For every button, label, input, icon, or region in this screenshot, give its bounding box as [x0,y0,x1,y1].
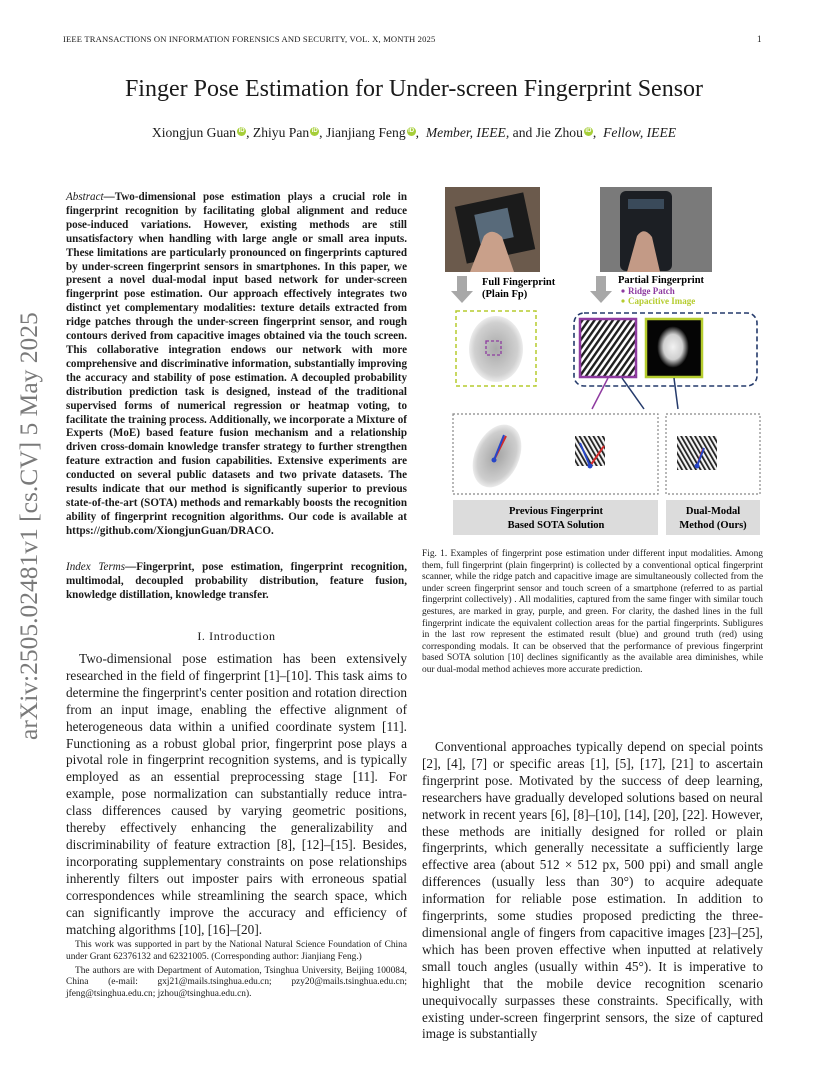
dual-modal-label: Dual-Modal [685,506,741,517]
body-paragraph [422,739,763,1043]
connector-line [592,378,608,409]
orcid-icon[interactable]: iD [408,128,415,134]
bullet-icon [621,289,624,292]
down-arrow-icon [590,276,612,303]
paper-title: Finger Pose Estimation for Under-screen Fingerprint Sensor [124,76,704,102]
author-membership: Fellow, IEEE [603,125,677,140]
running-head: IEEE TRANSACTIONS ON INFORMATION FORENSICS AND SECURITY, VOL. X, MONTH 2025 [63,34,436,44]
paragraph: Conventional approaches typically depend on special points [2], [4], [7] or specific areas [1], [5], [17], [21] to ascertain fingerprint pose. Motivated by the success of deep learning, researchers have gradually developed solutions based on neural network in recent years [6], [8]–[10], [14], [20], [22]. However, these methods are initially designed for rolled or plain fingerprints, which generally necessitate a sufficiently large effective area (about 512 × 512 px, 500 ppi) and small angle differences (usually less than 30°) to acquire adequate information for reliable pose estimation. In addition to fingerprints, some studies proposed predicting the three-dimensional angle of fingers from capacitive images [23]–[25], which has been proven effective when inputted at relatively small touch angles (usually within 45°). It is imperative to highlight that the mobile device recognition scenario unequivocally surpasses these constraints. Specifically, with existing under-screen fingerprint sensors, the size of captured image is substantially [422,739,763,1042]
orcid-icon[interactable]: iD [238,128,245,134]
full-fingerprint-image [469,316,523,382]
partial-fingerprint-label: Partial Fingerprint [618,275,705,286]
abstract-label: Abstract [66,191,104,203]
affiliation-note: The authors are with Department of Automation, Tsinghua University, Beijing 100084, China (e-mail: gxj21@mails.tsinghua.edu.cn; pzy20@mails.tsinghua.edu.cn; jfeng@tsinghua.edu.cn; jzhou@tsinghua.edu.cn). [66,965,407,1000]
bullet-icon [621,299,624,302]
index-terms-label: Index Terms [66,561,126,573]
connector-line [674,378,678,409]
connector-line [622,378,644,409]
previous-sota-label: Based SOTA Solution [507,520,605,531]
arxiv-watermark: arXiv:2505.02481v1 [cs.CV] 5 May 2025 [14,312,43,740]
intro-paragraph [66,651,407,938]
author-name: Jianjiang Feng [325,125,406,140]
capacitive-image-label: Capacitive Image [628,296,696,306]
previous-sota-label: Previous Fingerprint [508,506,604,517]
index-terms-text: —Fingerprint, pose estimation, fingerprint recognition, multimodal, decoupled probability distribution, feature fusion, knowledge distillation, knowledge transfer. [66,561,407,601]
dual-modal-label: Method (Ours) [679,520,747,531]
author-line: Xiongjun Guan iD , Zhiyu Pan iD , Jianjiang Feng iD , Member, IEEE, and Jie Zhou iD , Fellow, IEEE [151,125,677,140]
down-arrow-icon [451,276,473,303]
orcid-icon[interactable]: iD [585,128,592,134]
abstract [66,191,407,539]
figure-caption: Fig. 1. Examples of fingerprint pose estimation under different input modalities. Among them, full fingerprint (plain fingerprint) is collected by a conventional optical fingerprint scanner, while the ridge patch and capacitive image are simultaneously collected from the under screen fingerprint sensor and touch screen of a smartphone (referred to as partial fingerprint collectively) . All modalities, captured from the same finger with similar touch gestures, are marked in gray, purple, and green. For clarity, the dashed lines in the full fingerprint indicate the equivalent collection areas for the partial fingerprints. Subligures in the last row represent the estimated result (blue) and ground truth (red) using corresponding modals. It can be observed that the performance of previous fingerprint based SOTA solution [10] declines significantly as the available area diminishes, while our dual-modal method achieves more accurate prediction. [422,549,763,675]
smartphone-photo [600,187,712,272]
optical-scanner-photo [445,187,540,272]
author-name: Zhiyu Pan [252,125,310,140]
page-number: 1 [757,34,762,44]
section-heading: I. Introduction [197,629,276,643]
author-name: Xiongjun Guan [151,125,237,140]
paragraph: Two-dimensional pose estimation has been extensively researched in the field of fingerprint [1]–[10]. This task aims to determine the fingerprint's center position and rotation direction from an input image, enabling the effective alignment of heterogeneous data within a unified coordinate system [11]. Functioning as a robust global prior, fingerprint pose plays a pivotal role in fingerprint recognition systems, and is typically employed as an essential preprocessing stage [11]. For example, pose normalization can substantially reduce intra-class differences caused by varying geometric positions, thereby effectively enhancing the generalizability and discriminability of feature extraction [8], [12]–[15]. Besides, incorporating supplementary constraints on pose relationships inherently filters out imposter pairs with erroneous spatial correspondences while streamlining the search space, which can significantly improve the accuracy and efficiency of matching algorithms [10], [16]–[20]. [66,651,407,937]
orcid-icon[interactable]: iD [311,128,318,134]
figure-1 [422,181,763,541]
full-fingerprint-label: Full Fingerprint [482,277,556,288]
author-name: and Jie Zhou [512,125,583,140]
author-membership: Member, IEEE, [425,125,510,140]
abstract-text: —Two-dimensional pose estimation plays a crucial role in fingerprint recognition by facilitating global alignment and reduce pose-induced variations. However, existing methods are still unsatisfactory when handling with large angle or small area inputs. These limitations are particularly pronounced on fingerprints captured by under-screen fingerprint sensors in smartphones. In this paper, we present a novel dual-modal input based network for under-screen fingerprint pose estimation. Our approach effectively integrates two distinct yet complementary modalities: texture details extracted from ridge patches through the under-screen fingerprint sensor, and rough contours derived from capacitive images obtained via the touch screen. This collaborative integration endows our network with more comprehensive and discriminative information, substantially improving the accuracy and stability of pose estimation. A decoupled probability distribution prediction task is designed, instead of the traditional supervised forms of numerical regression or heatmap voting, to facilitate the training process. Additionally, we incorporate a Mixture of Experts (MoE) based feature fusion mechanism and a relationship driven cross-domain knowledge transfer strategy to further strengthen feature extraction and fusion capabilities. Extensive experiments are conducted on several public datasets and two private datasets. The results indicate that our method is significantly superior to previous state-of-the-art (SOTA) methods and remarkably boosts the recognition ability of fingerprint recognition algorithms. Our code is available at https://github.com/XiongjunGuan/DRACO. [66,191,407,537]
funding-note: This work was supported in part by the National Natural Science Foundation of China under Grant 62376132 and 62321005. (Corresponding author: Jianjiang Feng.) [66,940,407,962]
plain-fp-label: (Plain Fp) [482,289,528,300]
footnote [66,940,407,1003]
index-terms [66,561,407,603]
ridge-patch-label: Ridge Patch [628,286,675,296]
ridge-patch-image [580,319,636,377]
